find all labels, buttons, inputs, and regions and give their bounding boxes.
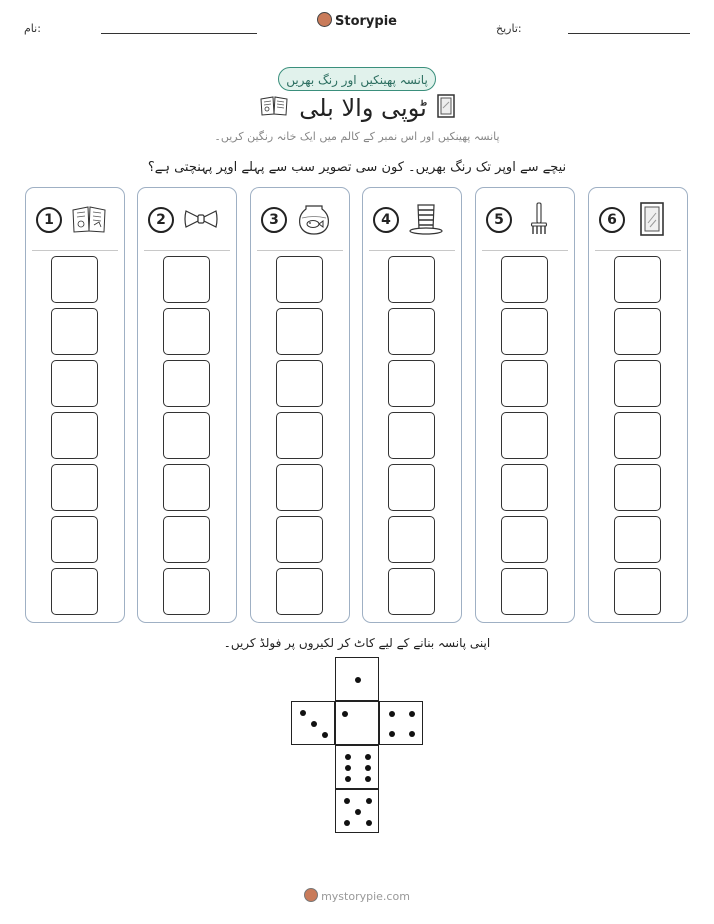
dice-pip [345,754,351,760]
dice-pip [409,711,415,717]
color-cell[interactable] [163,360,210,407]
dice-instruction: اپنی پانسہ بنانے کے لیے کاٹ کر لکیروں پر فولڈ کریں۔ [223,636,491,650]
column-2 [137,187,237,623]
column-divider [32,250,118,251]
color-cell[interactable] [388,360,435,407]
column-header [26,188,124,248]
dice-pip [389,711,395,717]
dice-face [291,701,335,745]
color-cell[interactable] [501,516,548,563]
color-cell[interactable] [614,308,661,355]
footer [0,888,714,903]
column-header [251,188,349,248]
color-cell[interactable] [276,464,323,511]
dice-pip [344,798,350,804]
page-subtitle: پانسہ پھینکیں اور اس نمبر کے کالم میں ایک خانہ رنگین کریں۔ [214,130,500,143]
color-cell[interactable] [388,516,435,563]
column-4 [362,187,462,623]
mirror-icon [634,201,670,237]
color-cell[interactable] [388,568,435,615]
column-number: 4 [373,207,399,233]
color-cell[interactable] [614,568,661,615]
dice-face [335,701,379,745]
color-cell[interactable] [501,308,548,355]
color-cell[interactable] [51,568,98,615]
column-header [476,188,574,248]
bow-tie-icon [183,201,219,237]
dice-pip [344,820,350,826]
column-divider [482,250,568,251]
color-cell[interactable] [163,568,210,615]
dice-pip [366,798,372,804]
color-cell[interactable] [614,256,661,303]
dice-face [379,701,423,745]
column-number: 5 [486,207,512,233]
rake-icon [521,201,557,237]
column-divider [369,250,455,251]
dice-pip [342,711,348,717]
color-cell[interactable] [163,412,210,459]
column-1 [25,187,125,623]
dice-pip [311,721,317,727]
dice-pip [322,732,328,738]
color-cell[interactable] [276,308,323,355]
color-cell[interactable] [388,464,435,511]
dice-pip [366,820,372,826]
date-label: تاریخ: [496,22,522,35]
fishbowl-icon [296,201,332,237]
dice-pip [345,776,351,782]
race-question: نیچے سے اوپر تک رنگ بھریں۔ کون سی تصویر سب سے پہلے اوپر پہنچتی ہے؟ [147,160,567,175]
color-cell[interactable] [51,360,98,407]
column-divider [257,250,343,251]
color-cell[interactable] [51,308,98,355]
column-3 [250,187,350,623]
color-cell[interactable] [51,412,98,459]
dice-pip [365,754,371,760]
column-header [138,188,236,248]
striped-hat-icon [408,201,444,237]
column-number: 2 [148,207,174,233]
dice-pip [389,731,395,737]
color-cell[interactable] [614,464,661,511]
dice-face [335,789,379,833]
storypie-logo-icon [317,12,332,27]
color-cell[interactable] [163,256,210,303]
color-cell[interactable] [163,464,210,511]
color-cell[interactable] [276,568,323,615]
column-header [363,188,461,248]
dice-face [335,657,379,701]
color-cell[interactable] [276,256,323,303]
color-cell[interactable] [163,516,210,563]
color-cell[interactable] [614,412,661,459]
dice-face [335,745,379,789]
color-cell[interactable] [276,360,323,407]
color-cell[interactable] [51,256,98,303]
color-cell[interactable] [501,360,548,407]
column-number: 3 [261,207,287,233]
dice-pip [365,776,371,782]
color-cell[interactable] [501,412,548,459]
topic-badge: پانسہ پھینکیں اور رنگ بھریں [278,67,436,91]
color-cell[interactable] [614,360,661,407]
color-cell[interactable] [614,516,661,563]
column-number: 1 [36,207,62,233]
color-cell[interactable] [276,412,323,459]
color-cell[interactable] [501,256,548,303]
color-cell[interactable] [501,568,548,615]
dice-pip [355,809,361,815]
open-book-icon [259,95,289,121]
brand-logo [0,12,714,29]
column-number: 6 [599,207,625,233]
date-line [568,33,690,34]
dice-pip [409,731,415,737]
color-cell[interactable] [388,308,435,355]
color-cell[interactable] [388,256,435,303]
column-header [589,188,687,248]
dice-pip [355,677,361,683]
name-line [101,33,257,34]
dice-pip [365,765,371,771]
column-5 [475,187,575,623]
color-cell[interactable] [163,308,210,355]
column-6 [588,187,688,623]
brand-name: Storypie [335,14,397,29]
name-label: نام: [24,22,41,35]
open-book-icon [71,201,107,237]
mirror-icon [437,94,455,122]
column-divider [144,250,230,251]
dice-pip [345,765,351,771]
dice-pip [300,710,306,716]
column-divider [595,250,681,251]
page-title-row [250,90,464,126]
page-title: ٹوپی والا بلی [299,94,427,122]
color-cell[interactable] [51,464,98,511]
storypie-logo-icon [304,888,318,902]
color-cell[interactable] [388,412,435,459]
footer-url[interactable]: mystorypie.com [321,890,410,903]
color-cell[interactable] [501,464,548,511]
color-cell[interactable] [276,516,323,563]
color-cell[interactable] [51,516,98,563]
